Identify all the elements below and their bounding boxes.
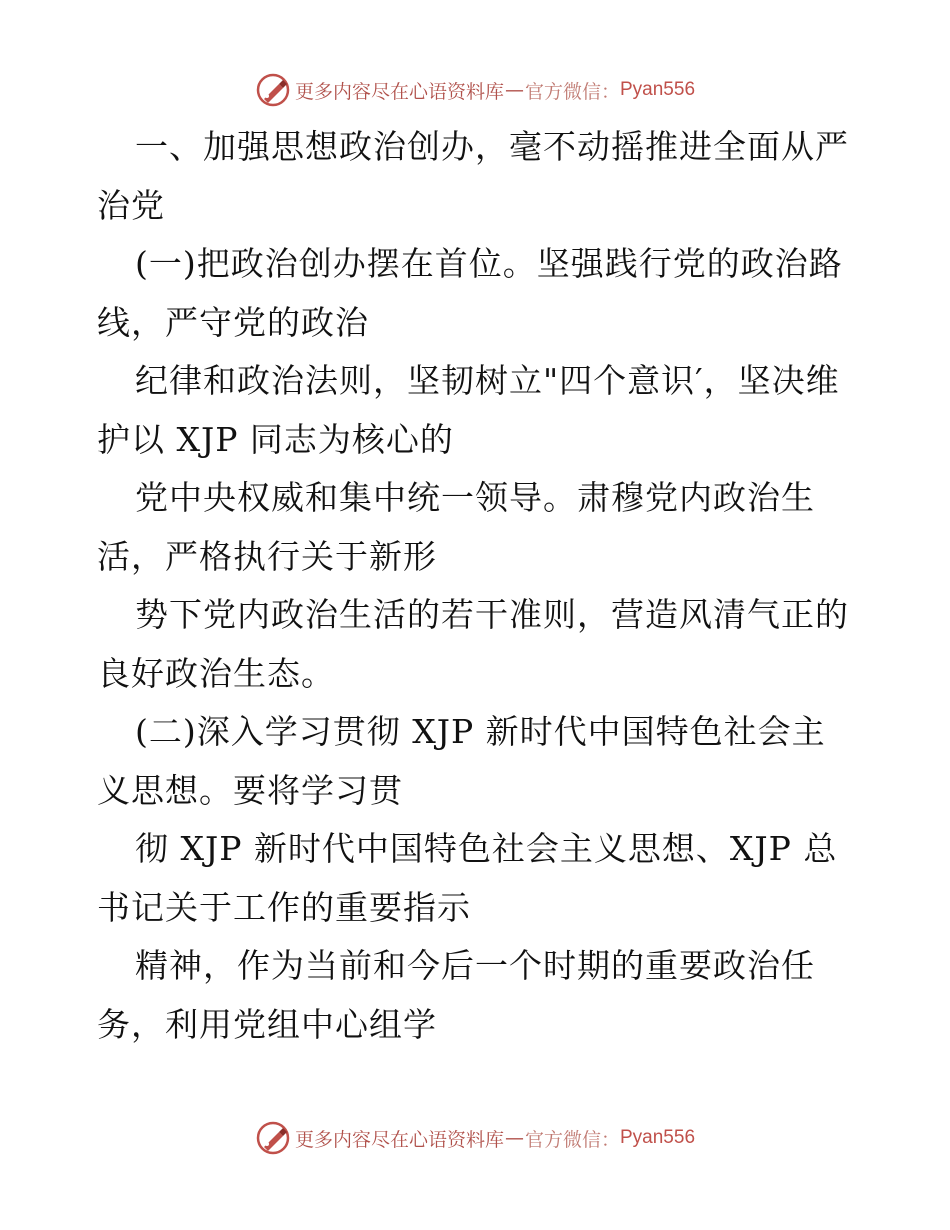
watermark-wechat-label: 官方微信： bbox=[524, 1128, 620, 1151]
watermark-header bbox=[0, 70, 950, 110]
watermark-wechat-label: 官方微信： bbox=[524, 80, 620, 103]
paragraph: 党中央权威和集中统一领导。肃穆党内政治生活，严格执行关于新形 bbox=[97, 478, 815, 576]
document-body bbox=[97, 118, 857, 1054]
pen-logo-icon bbox=[255, 72, 291, 108]
pen-logo-icon bbox=[255, 1120, 291, 1156]
paragraph-heading: 一、加强思想政治创办，毫不动摇推进全面从严治党 bbox=[97, 127, 849, 225]
paragraph: 精神，作为当前和今后一个时期的重要政治任务，利用党组中心组学 bbox=[97, 946, 815, 1044]
watermark-dash: — bbox=[504, 1127, 524, 1149]
watermark-wechat-id: Pyan556 bbox=[620, 1127, 696, 1148]
paragraph: (一)把政治创办摆在首位。坚强践行党的政治路线，严守党的政治 bbox=[97, 244, 843, 342]
watermark-site-text: 更多内容尽在心语资料库 bbox=[294, 80, 504, 103]
watermark-footer bbox=[0, 1118, 950, 1158]
paragraph: 纪律和政治法则，坚韧树立"四个意识′，坚决维护以 XJP 同志为核心的 bbox=[97, 361, 840, 459]
watermark-wechat-id: Pyan556 bbox=[620, 79, 696, 100]
watermark-dash: — bbox=[504, 79, 524, 101]
paragraph: (二)深入学习贯彻 XJP 新时代中国特色社会主义思想。要将学习贯 bbox=[97, 712, 826, 810]
watermark-site-text: 更多内容尽在心语资料库 bbox=[294, 1128, 504, 1151]
paragraph: 势下党内政治生活的若干准则，营造风清气正的良好政治生态。 bbox=[97, 595, 849, 693]
paragraph: 彻 XJP 新时代中国特色社会主义思想、XJP 总书记关于工作的重要指示 bbox=[97, 829, 838, 927]
